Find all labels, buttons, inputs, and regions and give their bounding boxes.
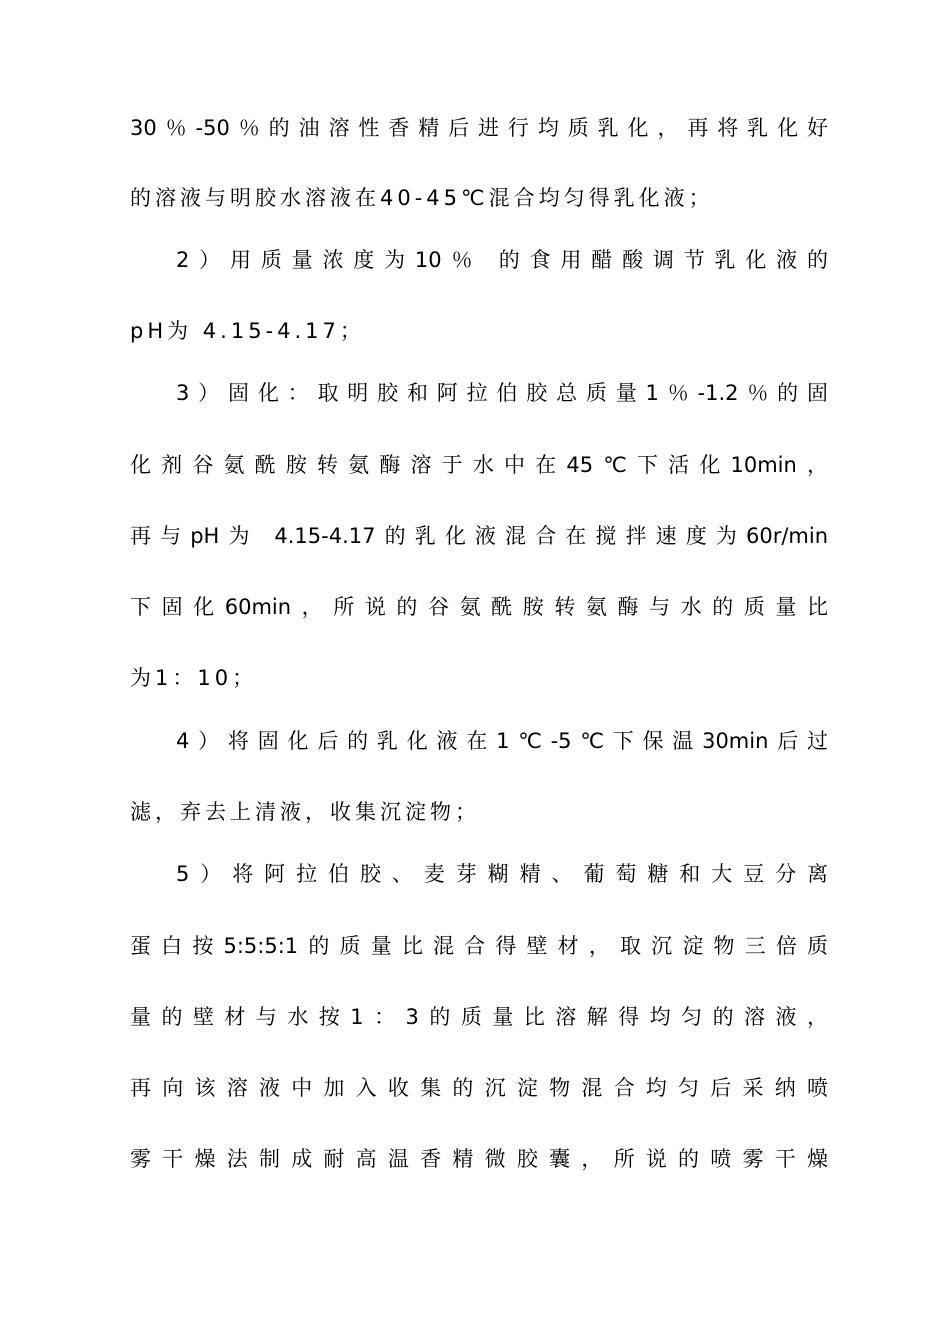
text-line: pH为 4.15-4.17；: [130, 319, 365, 343]
text-line: 再向该溶液中加入收集的沉淀物混合均匀后采纳喷: [130, 1076, 828, 1100]
text-line: 4）将固化后的乳化液在1℃-5℃下保温30min后过: [176, 729, 828, 753]
text-line: 下固化60min，所说的谷氨酰胺转氨酶与水的质量比: [130, 595, 828, 619]
text-line: 量的壁材与水按1：3的质量比溶解得均匀的溶液，: [130, 1005, 828, 1029]
text-line: 3）固化：取明胶和阿拉伯胶总质量1％-1.2％的固: [176, 381, 828, 405]
text-line: 30％-50％的油溶性香精后进行均质乳化，再将乳化好: [130, 116, 828, 140]
text-line: 2）用质量浓度为10％ 的食用醋酸调节乳化液的: [176, 248, 828, 272]
text-line: 再与pH为 4.15-4.17的乳化液混合在搅拌速度为60r/min: [130, 524, 828, 548]
text-line: 化剂谷氨酰胺转氨酶溶于水中在45℃下活化10min，: [130, 453, 828, 477]
text-line: 的溶液与明胶水溶液在40-45℃混合均匀得乳化液；: [130, 186, 714, 210]
text-line: 蛋白按5:5:5:1的质量比混合得壁材，取沉淀物三倍质: [130, 934, 828, 958]
text-line: 雾干燥法制成耐高温香精微胶囊，所说的喷雾干燥: [130, 1147, 828, 1171]
text-line: 5）将阿拉伯胶、麦芽糊精、葡萄糖和大豆分离: [176, 862, 828, 886]
text-line: 为1：10；: [130, 666, 258, 690]
text-line: 滤，弃去上清液，收集沉淀物；: [130, 800, 480, 824]
